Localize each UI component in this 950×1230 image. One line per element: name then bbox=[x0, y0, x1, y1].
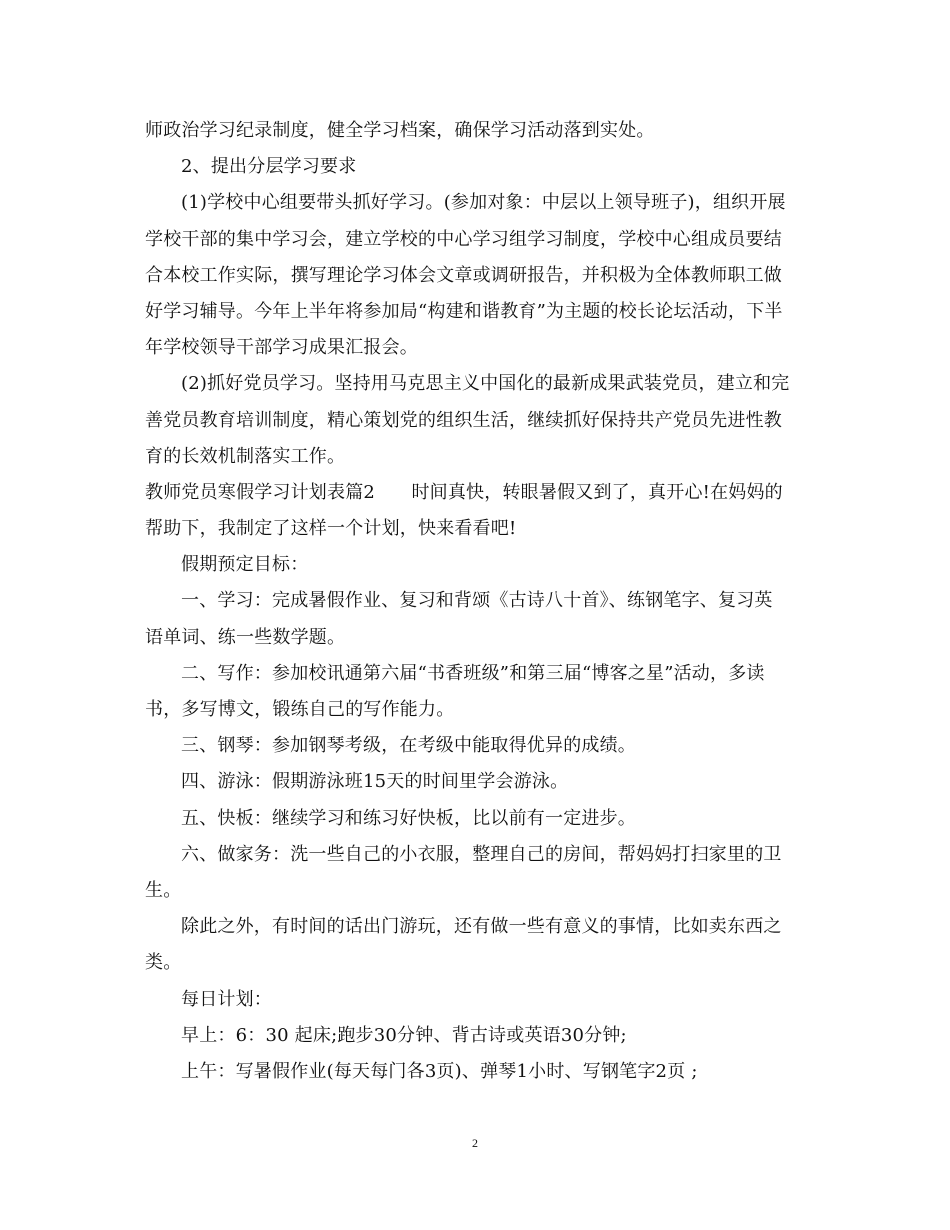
text-line: 类。 bbox=[145, 952, 182, 974]
text-line: 一、学习：完成暑假作业、复习和背颂《古诗八十首》、练钢笔字、复习英 bbox=[181, 590, 773, 612]
text-line: (2)抓好党员学习。坚持用马克思主义中国化的最新成果武装党员，建立和完 bbox=[181, 373, 790, 395]
text-line: 早上：6：30 起床;跑步30分钟、背古诗或英语30分钟; bbox=[181, 1024, 627, 1046]
text-line: 上午：写暑假作业(每天每门各3页)、弹琴1小时、写钢笔字2页 ; bbox=[181, 1060, 698, 1082]
text-line: 师政治学习纪录制度，健全学习档案，确保学习活动落到实处。 bbox=[145, 120, 655, 141]
section-heading: 2、提出分层学习要求 bbox=[181, 156, 357, 178]
text-line: 年学校领导干部学习成果汇报会。 bbox=[145, 337, 418, 359]
text-line: 二、写作：参加校讯通第六届“书香班级”和第三届“博客之星”活动，多读 bbox=[181, 662, 765, 684]
text-line: 书，多写博文，锻练自己的写作能力。 bbox=[145, 699, 455, 720]
text-line: 三、钢琴：参加钢琴考级，在考级中能取得优异的成绩。 bbox=[181, 735, 636, 757]
text-line: 四、游泳：假期游泳班15天的时间里学会游泳。 bbox=[181, 771, 569, 793]
text-line: 五、快板：继续学习和练习好快板，比以前有一定进步。 bbox=[181, 807, 636, 829]
text-line: 育的长效机制落实工作。 bbox=[145, 445, 346, 467]
text-line: 善党员教育培训制度，精心策划党的组织生活，继续抓好保持共产党员先进性教 bbox=[145, 409, 782, 431]
text-line: 生。 bbox=[145, 879, 182, 901]
article-title-line: 教师党员寒假学习计划表篇2 时间真快，转眼暑假又到了，真开心!在妈妈的 bbox=[145, 481, 783, 503]
text-line: 帮助下，我制定了这样一个计划，快来看看吧! bbox=[145, 518, 517, 540]
document-body bbox=[145, 113, 805, 1090]
text-line: 每日计划： bbox=[181, 988, 272, 1010]
text-line: 学校干部的集中学习会，建立学校的中心学习组学习制度，学校中心组成员要结 bbox=[145, 228, 782, 250]
text-line: 六、做家务：洗一些自己的小衣服，整理自己的房间，帮妈妈打扫家里的卫 bbox=[181, 843, 782, 865]
text-line: 合本校工作实际，撰写理论学习体会文章或调研报告，并积极为全体教师职工做 bbox=[145, 264, 782, 286]
text-line: 除此之外，有时间的话出门游玩，还有做一些有意义的事情，比如卖东西之 bbox=[181, 916, 782, 938]
text-line: (1)学校中心组要带头抓好学习。(参加对象：中层以上领导班子)，组织开展 bbox=[181, 192, 786, 214]
text-line: 好学习辅导。今年上半年将参加局“构建和谐教育”为主题的校长论坛活动，下半 bbox=[145, 300, 783, 322]
text-line: 语单词、练一些数学题。 bbox=[145, 626, 346, 648]
page-number: 2 bbox=[472, 1136, 478, 1150]
text-line: 假期预定目标： bbox=[181, 554, 309, 576]
